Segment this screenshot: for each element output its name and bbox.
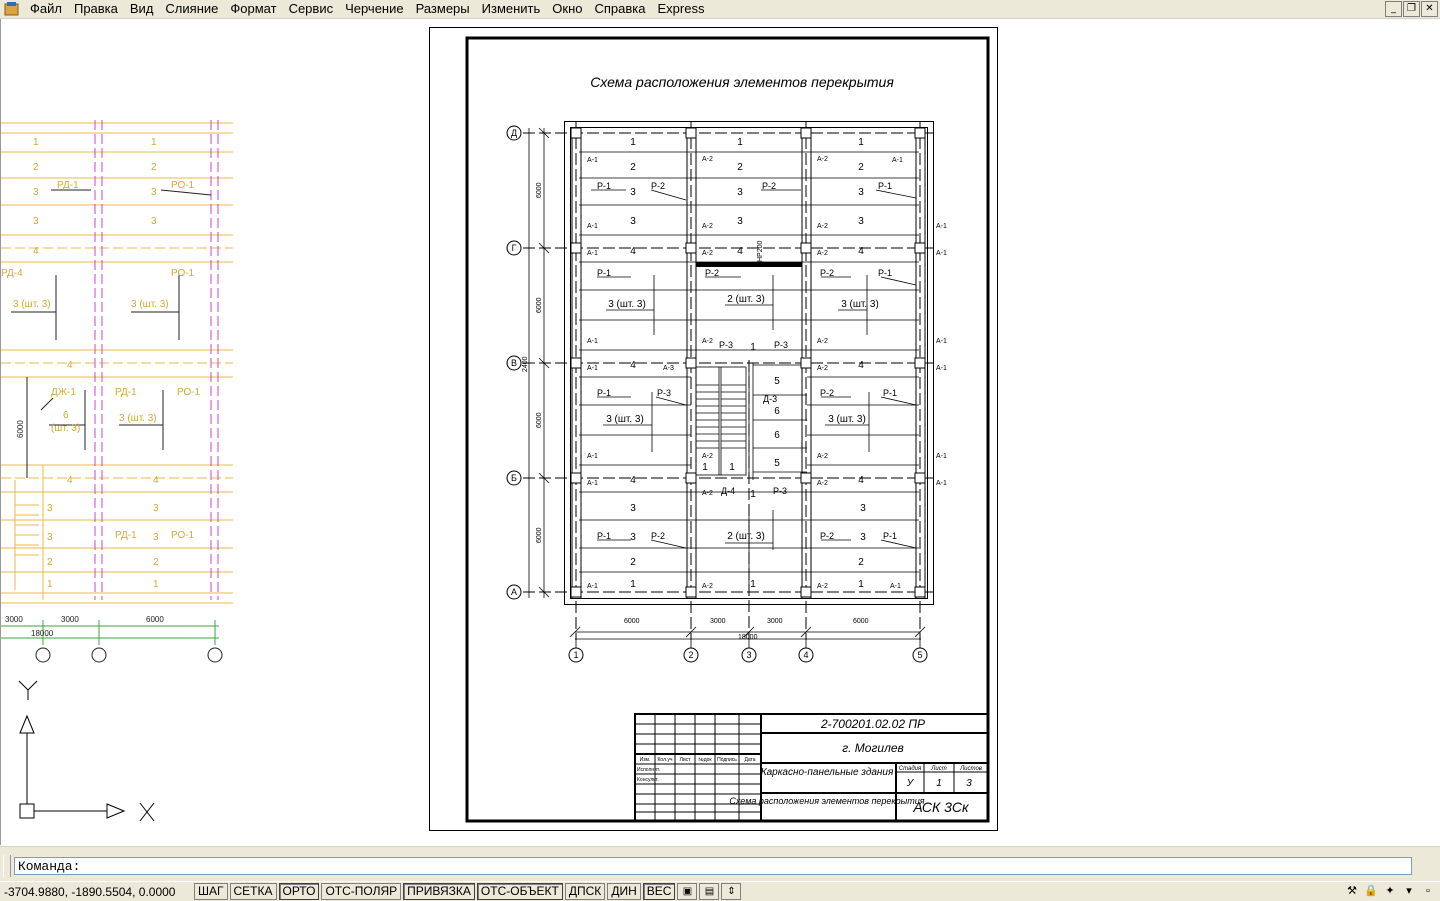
coordinate-readout[interactable]: -3704.9880, -1890.5504, 0.0000 [4, 884, 176, 899]
svg-text:ДЖ-1: ДЖ-1 [51, 387, 76, 398]
svg-text:2 (шт. 3): 2 (шт. 3) [727, 531, 765, 542]
svg-text:Р-2: Р-2 [820, 268, 835, 278]
svg-text:1: 1 [729, 462, 735, 473]
svg-text:6000: 6000 [536, 182, 543, 198]
svg-text:А-1: А-1 [936, 480, 947, 487]
restore-button[interactable]: ❐ [1403, 1, 1420, 17]
svg-text:РД-1: РД-1 [57, 180, 79, 191]
svg-text:Р-1: Р-1 [878, 181, 893, 191]
menu-view[interactable]: Вид [129, 1, 154, 16]
ducs-toggle[interactable]: ДПСК [565, 883, 605, 900]
svg-text:А-2: А-2 [817, 223, 828, 230]
svg-text:2: 2 [153, 557, 159, 568]
svg-text:Р-2: Р-2 [651, 181, 666, 191]
svg-text:1: 1 [750, 342, 756, 353]
lineweight-toggle[interactable]: ВЕС [643, 883, 676, 900]
svg-text:РД-1: РД-1 [115, 387, 137, 398]
svg-text:Консульт.: Консульт. [637, 777, 659, 783]
svg-text:4: 4 [630, 360, 636, 371]
svg-text:А-1: А-1 [587, 223, 598, 230]
svg-text:6000: 6000 [16, 420, 25, 438]
svg-text:Р-1: Р-1 [878, 268, 893, 278]
svg-text:4: 4 [737, 246, 743, 257]
svg-text:А-1: А-1 [936, 250, 947, 257]
drawing-canvas[interactable] [0, 19, 1440, 845]
svg-text:(шт. 3): (шт. 3) [51, 423, 81, 434]
svg-text:Р-3: Р-3 [719, 340, 734, 350]
svg-text:3000: 3000 [710, 618, 726, 625]
svg-text:Р-1: Р-1 [597, 268, 612, 278]
svg-text:2: 2 [858, 557, 864, 568]
svg-text:5: 5 [774, 458, 780, 469]
svg-text:У: У [906, 778, 914, 789]
menu-bar [0, 0, 1440, 19]
svg-text:1: 1 [858, 137, 864, 148]
svg-text:2: 2 [33, 162, 39, 173]
drawing-title: Схема расположения элементов перекрытия [590, 74, 894, 90]
svg-text:4: 4 [858, 360, 864, 371]
polar-tracking-toggle[interactable]: ОТС-ПОЛЯР [321, 883, 401, 900]
svg-text:А-1: А-1 [587, 338, 598, 345]
svg-text:4: 4 [858, 475, 864, 486]
svg-text:Р-1: Р-1 [883, 531, 898, 541]
svg-text:2: 2 [151, 162, 157, 173]
svg-text:1: 1 [858, 579, 864, 590]
svg-text:А-1: А-1 [890, 583, 901, 590]
svg-text:4: 4 [153, 475, 159, 486]
snap-toggle[interactable]: ШАГ [194, 883, 228, 900]
svg-text:3: 3 [33, 187, 39, 198]
svg-text:А-1: А-1 [587, 365, 598, 372]
svg-text:3: 3 [153, 532, 159, 543]
svg-text:А-2: А-2 [817, 583, 828, 590]
svg-text:А-2: А-2 [702, 338, 713, 345]
model-space-icon[interactable]: ▣ [677, 883, 697, 900]
svg-text:3: 3 [47, 532, 53, 543]
svg-text:1: 1 [750, 489, 756, 500]
tray-settings-icon[interactable]: ▾ [1406, 885, 1412, 897]
svg-text:№док: №док [698, 757, 712, 763]
svg-text:Р-2: Р-2 [651, 531, 666, 541]
svg-text:А-1: А-1 [936, 453, 947, 460]
drawing-sheet [430, 28, 998, 831]
svg-text:2: 2 [47, 557, 53, 568]
svg-text:Кол.уч: Кол.уч [657, 757, 673, 763]
svg-text:3: 3 [737, 216, 743, 227]
layout-icon[interactable]: ▤ [699, 883, 719, 900]
svg-text:3: 3 [630, 532, 636, 543]
svg-text:А-2: А-2 [817, 338, 828, 345]
svg-text:3: 3 [33, 216, 39, 227]
svg-text:А-1: А-1 [587, 480, 598, 487]
svg-text:А-2: А-2 [702, 250, 713, 257]
command-window [0, 846, 1440, 881]
menu-draw[interactable]: Черчение [345, 1, 404, 16]
communication-center-icon[interactable]: ✦ [1385, 885, 1395, 897]
autocad-app-icon[interactable] [4, 1, 20, 17]
svg-text:НР200: НР200 [757, 240, 764, 262]
stamp-org: АСК 3Ск [913, 799, 969, 815]
svg-text:РД-4: РД-4 [1, 268, 23, 279]
svg-text:18000: 18000 [31, 629, 54, 638]
svg-text:Р-3: Р-3 [657, 388, 672, 398]
svg-text:2: 2 [858, 162, 864, 173]
svg-text:2: 2 [737, 162, 743, 173]
svg-text:Р-3: Р-3 [774, 340, 789, 350]
svg-text:6: 6 [774, 406, 780, 417]
svg-text:Подпись: Подпись [717, 757, 737, 763]
svg-text:Д-3: Д-3 [763, 394, 778, 404]
svg-text:3: 3 [630, 503, 636, 514]
svg-text:3: 3 [151, 187, 157, 198]
svg-text:Лист: Лист [931, 766, 947, 772]
svg-text:1: 1 [737, 137, 743, 148]
svg-text:1: 1 [936, 778, 942, 789]
svg-text:5: 5 [774, 376, 780, 387]
svg-text:РО-1: РО-1 [171, 530, 195, 541]
svg-text:3 (шт. 3): 3 (шт. 3) [131, 299, 169, 310]
clean-screen-icon[interactable]: ▫ [1426, 885, 1430, 897]
menu-help[interactable]: Справка [594, 1, 646, 16]
svg-text:РО-1: РО-1 [171, 268, 195, 279]
svg-text:Изм.: Изм. [639, 757, 651, 763]
axis-col-1: 1 [573, 650, 579, 660]
svg-text:А-2: А-2 [817, 365, 828, 372]
svg-text:3 (шт. 3): 3 (шт. 3) [606, 414, 644, 425]
svg-text:Р-1: Р-1 [597, 181, 612, 191]
svg-text:4: 4 [630, 246, 636, 257]
drawing-svg [1, 19, 1440, 845]
svg-text:А-1: А-1 [936, 365, 947, 372]
svg-text:3: 3 [47, 503, 53, 514]
svg-text:2400: 2400 [522, 356, 529, 372]
svg-text:А-1: А-1 [587, 157, 598, 164]
svg-text:Р-1: Р-1 [883, 388, 898, 398]
stamp-sheet-title: Схема расположения элементов перекрытия [729, 796, 925, 806]
menu-dimension[interactable]: Размеры [415, 1, 470, 16]
svg-text:Р-2: Р-2 [762, 181, 777, 191]
menu-window[interactable]: Окно [552, 1, 583, 16]
svg-text:6000: 6000 [853, 618, 869, 625]
svg-text:2: 2 [630, 557, 636, 568]
svg-text:3: 3 [860, 503, 866, 514]
svg-text:1: 1 [47, 579, 53, 590]
svg-text:А-2: А-2 [702, 583, 713, 590]
svg-text:6000: 6000 [536, 527, 543, 543]
svg-text:1: 1 [151, 137, 157, 148]
svg-text:Р-3: Р-3 [773, 486, 788, 496]
svg-text:18000: 18000 [738, 634, 758, 641]
axis-row-g: Г [511, 243, 517, 253]
svg-text:3: 3 [860, 532, 866, 543]
svg-text:3: 3 [151, 216, 157, 227]
svg-text:3000: 3000 [5, 615, 23, 624]
svg-text:2 (шт. 3): 2 (шт. 3) [727, 294, 765, 305]
svg-text:3: 3 [630, 187, 636, 198]
svg-text:А-2: А-2 [817, 250, 828, 257]
svg-text:А-2: А-2 [702, 223, 713, 230]
svg-text:3000: 3000 [61, 615, 79, 624]
svg-text:3 (шт. 3): 3 (шт. 3) [119, 413, 157, 424]
svg-text:3: 3 [153, 503, 159, 514]
svg-text:А-1: А-1 [587, 453, 598, 460]
command-input[interactable]: Команда: [14, 857, 1412, 875]
svg-text:А-2: А-2 [702, 453, 713, 460]
svg-text:А-1: А-1 [936, 223, 947, 230]
menu-edit[interactable]: Правка [73, 1, 118, 16]
svg-text:6: 6 [774, 430, 780, 441]
svg-text:А-1: А-1 [892, 157, 903, 164]
menu-format[interactable]: Формат [230, 1, 277, 16]
svg-text:Р-2: Р-2 [705, 268, 720, 278]
svg-text:4: 4 [67, 475, 73, 486]
svg-text:3: 3 [737, 187, 743, 198]
svg-text:РД-1: РД-1 [115, 530, 137, 541]
svg-text:Д-4: Д-4 [721, 486, 736, 496]
scroll-arrows-icon[interactable]: ⇕ [721, 883, 741, 900]
svg-text:А-2: А-2 [702, 490, 713, 497]
svg-text:1: 1 [33, 137, 39, 148]
svg-text:2: 2 [630, 162, 636, 173]
ortho-toggle[interactable]: ОРТО [279, 883, 320, 900]
object-snap-tracking-toggle[interactable]: ОТС-ОБЪЕКТ [477, 883, 563, 900]
svg-text:РО-1: РО-1 [177, 387, 201, 398]
menu-express[interactable]: Express [657, 1, 705, 16]
status-bar [0, 881, 1440, 901]
svg-text:А-1: А-1 [936, 338, 947, 345]
svg-text:3 (шт. 3): 3 (шт. 3) [828, 414, 866, 425]
svg-text:6: 6 [63, 410, 69, 421]
svg-text:3 (шт. 3): 3 (шт. 3) [841, 299, 879, 310]
axis-row-d: Д [510, 128, 518, 138]
axis-row-b: Б [511, 473, 517, 483]
svg-text:Р-2: Р-2 [820, 531, 835, 541]
svg-text:3000: 3000 [767, 618, 783, 625]
axis-col-3: 3 [746, 650, 752, 660]
svg-text:4: 4 [33, 246, 39, 257]
axis-col-2: 2 [688, 650, 694, 660]
svg-text:6000: 6000 [146, 615, 164, 624]
svg-text:А-2: А-2 [817, 156, 828, 163]
svg-text:6000: 6000 [624, 618, 640, 625]
svg-text:6000: 6000 [536, 412, 543, 428]
svg-text:3: 3 [858, 216, 864, 227]
svg-text:РО-1: РО-1 [171, 180, 195, 191]
svg-text:Р-2: Р-2 [820, 388, 835, 398]
lock-icon[interactable]: 🔒 [1364, 885, 1378, 897]
svg-text:4: 4 [67, 360, 73, 371]
grid-toggle[interactable]: СЕТКА [230, 883, 277, 900]
svg-text:6000: 6000 [536, 297, 543, 313]
command-window-grip[interactable] [3, 855, 11, 877]
svg-text:1: 1 [630, 579, 636, 590]
svg-text:А-2: А-2 [817, 480, 828, 487]
stamp-project: Каркасно-панельные здания [760, 767, 894, 778]
svg-text:1: 1 [702, 462, 708, 473]
svg-text:4: 4 [630, 475, 636, 486]
axis-col-4: 4 [803, 650, 809, 660]
dynamic-input-toggle[interactable]: ДИН [607, 883, 640, 900]
menu-modify[interactable]: Изменить [481, 1, 541, 16]
svg-text:Р-1: Р-1 [597, 388, 612, 398]
svg-text:3: 3 [858, 187, 864, 198]
svg-text:А-1: А-1 [587, 250, 598, 257]
menu-file[interactable]: Файл [30, 1, 62, 16]
svg-text:А-1: А-1 [587, 583, 598, 590]
svg-text:1: 1 [630, 137, 636, 148]
axis-row-v: В [510, 358, 518, 368]
svg-text:3: 3 [966, 778, 972, 789]
svg-text:3 (шт. 3): 3 (шт. 3) [13, 299, 51, 310]
svg-text:А-3: А-3 [663, 365, 674, 372]
menu-merge[interactable]: Слияние [165, 1, 219, 16]
close-button[interactable]: ✕ [1421, 1, 1438, 17]
svg-text:4: 4 [858, 246, 864, 257]
object-snap-toggle[interactable]: ПРИВЯЗКА [403, 883, 475, 900]
minimize-button[interactable]: _ [1385, 1, 1402, 17]
stamp-city: г. Могилев [842, 741, 904, 755]
svg-text:1: 1 [153, 579, 159, 590]
svg-text:3: 3 [630, 216, 636, 227]
menu-tools[interactable]: Сервис [288, 1, 334, 16]
svg-text:А-2: А-2 [702, 156, 713, 163]
svg-text:Дата: Дата [744, 757, 756, 763]
svg-text:Исполнит.: Исполнит. [637, 767, 661, 773]
axis-row-a: А [510, 587, 518, 597]
svg-text:Стадия: Стадия [898, 766, 922, 772]
svg-text:А-2: А-2 [817, 453, 828, 460]
svg-text:Р-1: Р-1 [597, 531, 612, 541]
axis-col-5: 5 [917, 650, 923, 660]
svg-text:3 (шт. 3): 3 (шт. 3) [608, 299, 646, 310]
svg-text:1: 1 [750, 579, 756, 590]
ucs-icon [19, 681, 154, 821]
svg-text:Листов: Листов [960, 766, 982, 772]
annotation-scale-icon[interactable]: ⚒ [1347, 885, 1357, 897]
svg-text:Лист: Лист [679, 757, 691, 763]
stamp-code: 2-700201.02.02 ПР [820, 717, 926, 731]
